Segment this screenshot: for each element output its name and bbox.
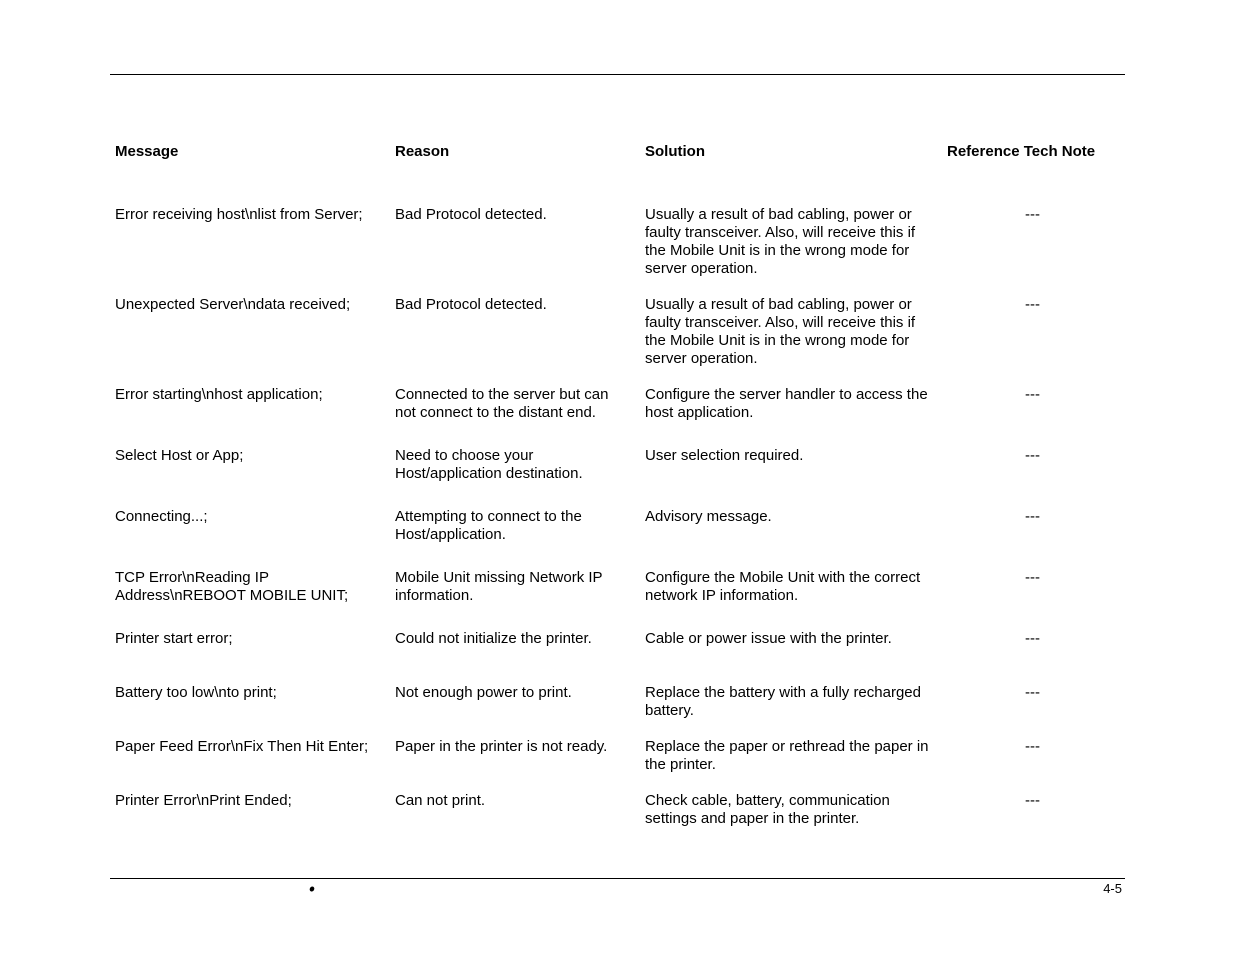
message-cell: Connecting...; — [115, 508, 208, 525]
reference-cell: --- — [1025, 386, 1040, 403]
solution-cell: User selection required. — [645, 447, 804, 464]
reason-cell: Attempting to connect to the Host/application. — [395, 508, 582, 543]
reference-cell: --- — [1025, 738, 1040, 755]
message-cell: Error starting\nhost application; — [115, 386, 323, 403]
solution-cell: Check cable, battery, communication settings and paper in the printer. — [645, 792, 890, 827]
message-cell: TCP Error\nReading IP Address\nREBOOT MOBILE UNIT; — [115, 569, 349, 604]
reason-cell: Could not initialize the printer. — [395, 630, 592, 647]
bullet-icon — [309, 886, 315, 892]
solution-cell: Configure the Mobile Unit with the correct network IP information. — [645, 569, 921, 604]
solution-cell: Configure the server handler to access the host application. — [645, 386, 928, 421]
reason-cell: Can not print. — [395, 792, 486, 809]
reference-cell: --- — [1025, 684, 1040, 701]
message-cell: Unexpected Server\ndata received; — [115, 296, 351, 313]
reason-cell: Not enough power to print. — [395, 684, 572, 701]
header-rule — [110, 74, 1125, 75]
message-cell: Printer Error\nPrint Ended; — [115, 792, 292, 809]
column-header-solution: Solution — [645, 143, 705, 160]
column-header-reference: Reference Tech Note — [947, 143, 1096, 160]
reason-cell: Bad Protocol detected. — [395, 296, 547, 313]
message-cell: Error receiving host\nlist from Server; — [115, 206, 363, 223]
solution-cell: Usually a result of bad cabling, power or faulty transceiver. Also, will receive this if the Mobile Unit is in the wrong mode for server operation. — [645, 296, 916, 367]
solution-cell: Replace the paper or rethread the paper in the printer. — [645, 738, 929, 773]
footer-rule — [110, 878, 1125, 879]
reference-cell: --- — [1025, 447, 1040, 464]
solution-cell: Usually a result of bad cabling, power or faulty transceiver. Also, will receive this if the Mobile Unit is in the wrong mode for server operation. — [645, 206, 916, 277]
page-number: 4-5 — [1103, 881, 1122, 896]
solution-cell: Replace the battery with a fully recharged battery. — [645, 684, 921, 719]
column-header-reason: Reason — [395, 143, 450, 160]
reference-cell: --- — [1025, 630, 1040, 647]
reason-cell: Paper in the printer is not ready. — [395, 738, 608, 755]
reason-cell: Need to choose your Host/application destination. — [395, 447, 583, 482]
reference-cell: --- — [1025, 206, 1040, 223]
solution-cell: Advisory message. — [645, 508, 772, 525]
reason-cell: Bad Protocol detected. — [395, 206, 547, 223]
reference-cell: --- — [1025, 792, 1040, 809]
message-cell: Printer start error; — [115, 630, 233, 647]
reference-cell: --- — [1025, 508, 1040, 525]
message-cell: Battery too low\nto print; — [115, 684, 277, 701]
reference-cell: --- — [1025, 296, 1040, 313]
reference-cell: --- — [1025, 569, 1040, 586]
column-header-message: Message — [115, 143, 179, 160]
message-cell: Paper Feed Error\nFix Then Hit Enter; — [115, 738, 369, 755]
message-cell: Select Host or App; — [115, 447, 244, 464]
solution-cell: Cable or power issue with the printer. — [645, 630, 892, 647]
reason-cell: Mobile Unit missing Network IP information. — [395, 569, 603, 604]
reason-cell: Connected to the server but can not connect to the distant end. — [395, 386, 609, 421]
